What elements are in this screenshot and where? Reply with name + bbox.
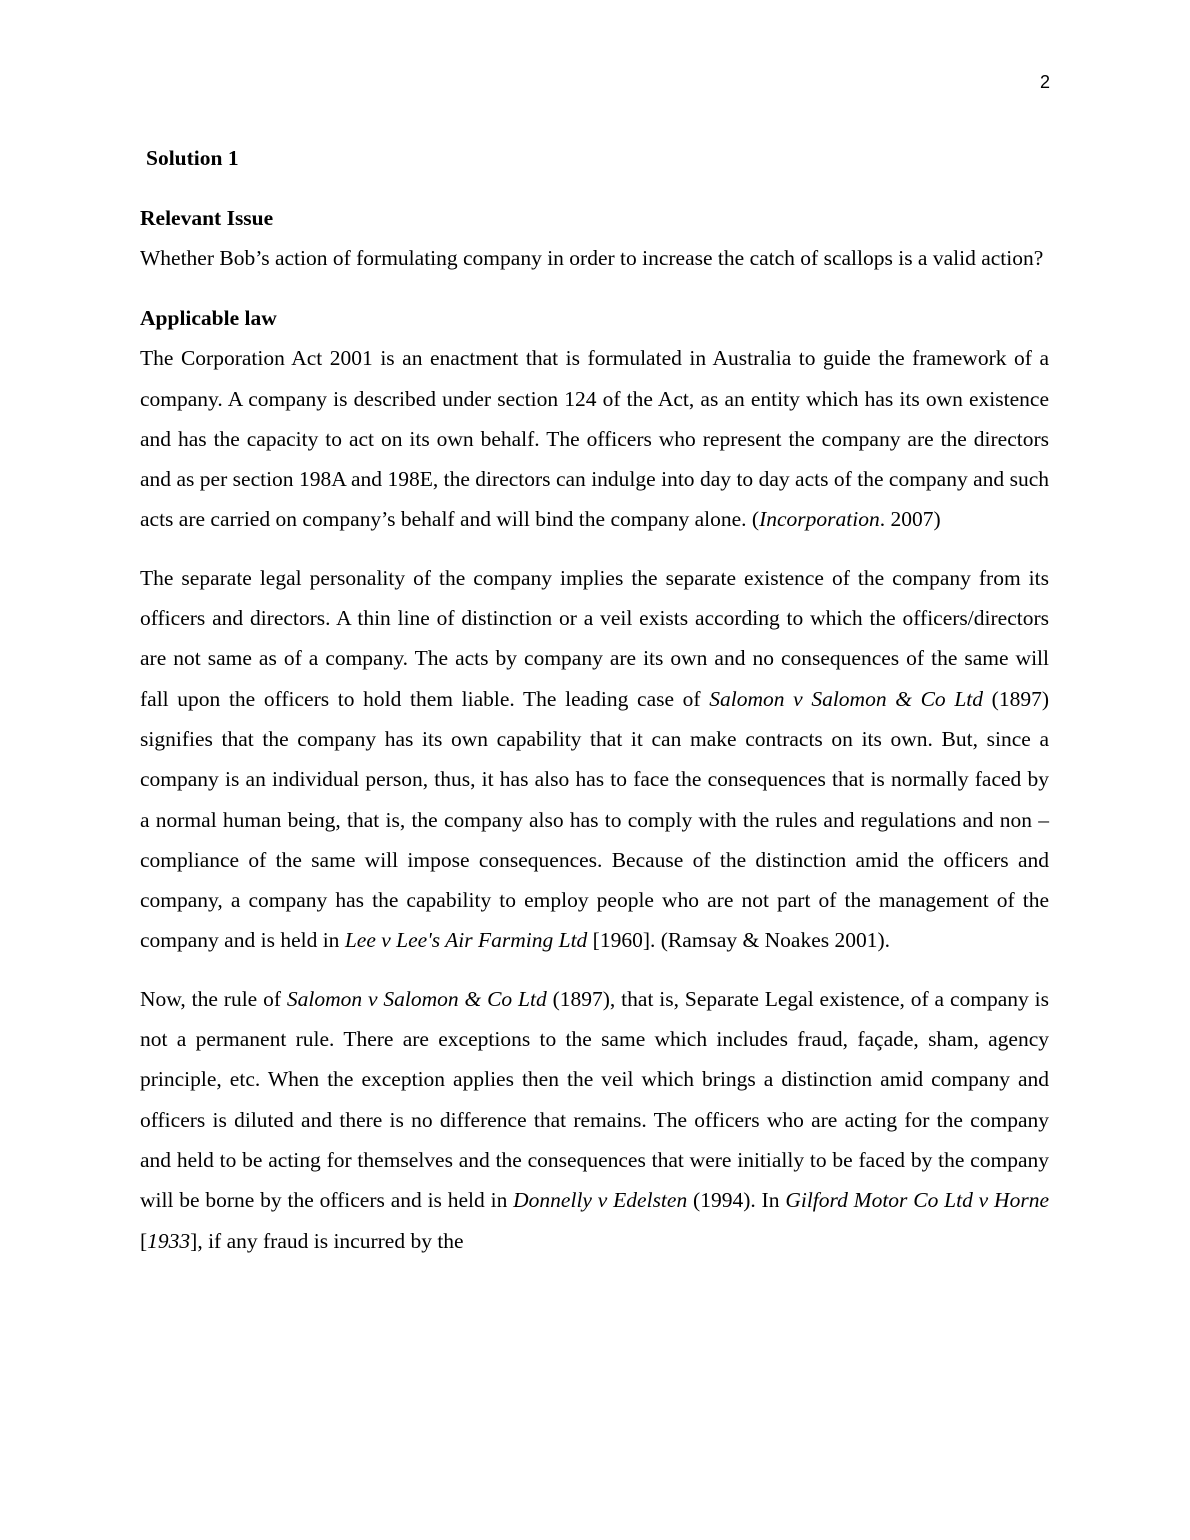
text-run: [ (140, 1228, 148, 1253)
law-paragraph-3 (140, 979, 1049, 1261)
document-body (140, 138, 1049, 1261)
case-name-donnelly: Donnelly v Edelsten (513, 1188, 688, 1213)
text-run: (1897), that is, Separate Legal existence, of a company is not a permanent rule. There are exceptions to the same which includes fraud, façade, sham, agency principle, etc. When the exception applies then the veil which brings a distinction amid company and officers is diluted and there is no difference that remains. The officers who are acting for the company and held to be acting for themselves and the consequences that were initially to be faced by the company will be borne by the officers and is held in (140, 986, 1049, 1213)
case-name-salomon: Salomon v Salomon & Co Ltd (286, 986, 547, 1011)
text-run: (1994). In (687, 1188, 786, 1213)
case-name-salomon: Salomon v Salomon & Co Ltd (709, 686, 984, 711)
text-run: [1960]. (Ramsay & Noakes 2001). (587, 928, 891, 953)
case-year: 1933 (147, 1228, 191, 1253)
law-heading: Applicable law (140, 306, 277, 331)
text-run: ], if any fraud is incurred by the (190, 1228, 464, 1253)
text-run: (1897) signifies that the company has its own capability that it can make contracts on its own. But, since a company is an individual person, thus, it has also has to face the consequences that is normally faced by a normal human being, that is, the company also has to comply with the rules and regulations and non – compliance of the same will impose consequences. Because of the distinction amid the officers and company, a company has the capability to employ people who are not part of the management of the company and is held in (140, 686, 1049, 953)
page-number: 2 (1039, 72, 1050, 92)
case-name-lee: Lee v Lee's Air Farming Ltd (344, 928, 588, 953)
solution-title: Solution 1 (146, 146, 239, 170)
text-run: The Corporation Act 2001 is an enactment that is formulated in Australia to guide the framework of a company. A company is described under section 124 of the Act, as an entity which has its own existence and has the capacity to act on its own behalf. The officers who represent the company are the directors and as per section 198A and 198E, the directors can indulge into day to day acts of the company and such acts are carried on company’s behalf and will bind the company alone. ( (140, 346, 1049, 532)
text-run: The separate legal personality of the company implies the separate existence of the company from its officers and directors. A thin line of distinction or a veil exists according to which the officers/directors are not same as of a company. The acts by company are its own and no consequences of the same will fall upon the officers to hold them liable. The leading case of (140, 565, 1049, 711)
case-name-gilford: Gilford Motor Co Ltd v Horne (785, 1188, 1049, 1213)
issue-paragraph: Whether Bob’s action of formulating company in order to increase the catch of scallops is a valid action? (140, 246, 1044, 270)
issue-heading: Relevant Issue (140, 206, 274, 230)
law-paragraph-2 (140, 558, 1049, 961)
text-run: . 2007) (879, 507, 941, 532)
law-paragraph-1 (140, 338, 1049, 539)
citation-incorporation: Incorporation (759, 507, 880, 532)
text-run: Now, the rule of (140, 986, 287, 1011)
